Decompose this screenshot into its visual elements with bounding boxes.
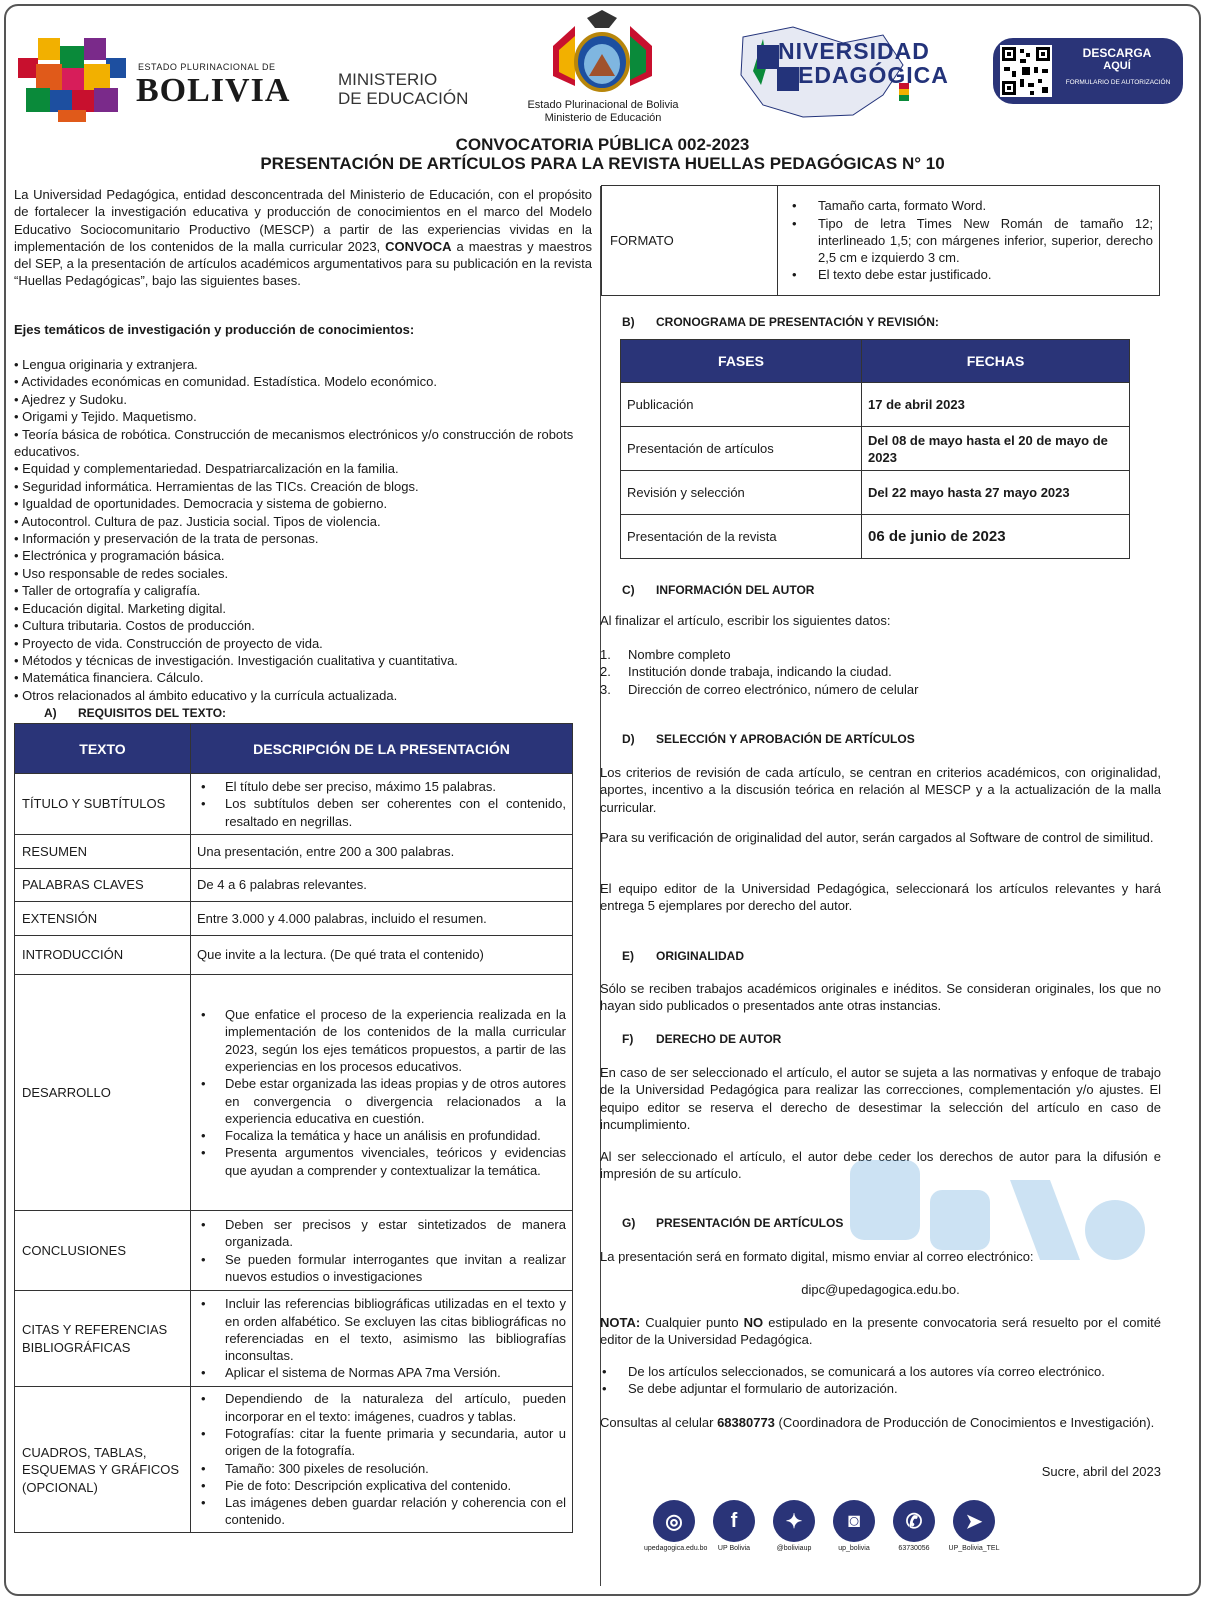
list-item: • De los artículos seleccionados, se comunicará a los autores vía correo electrónico. (600, 1363, 1105, 1380)
fase-cell: Presentación de artículos (621, 427, 862, 471)
fase-cell: Presentación de la revista (621, 515, 862, 559)
row-value: Entre 3.000 y 4.000 palabras, incluido el resumen. (191, 902, 573, 936)
section-title: REQUISITOS DEL TEXTO: (78, 706, 227, 720)
list-item: • Equidad y complementariedad. Despatriarcalización en la familia. (14, 460, 592, 477)
table-row (15, 1211, 573, 1291)
intro-paragraph (14, 186, 592, 290)
list-item: • Que enfatice el proceso de la experiencia realizada en la implementación de los contenidos de la malla curricular 2023, según los ejes temáticos propuestos, a partir de las experiencias en los procesos educativos. (197, 1006, 566, 1075)
list-item: • Matemática financiera. Cálculo. (14, 669, 592, 686)
section-letter: E) (622, 949, 634, 963)
aqui-label: AQUÍ (1103, 60, 1131, 72)
list-item: • Debe estar organizada las ideas propias y de otros autores en convergencia o divergencia relacionados a la experiencia educativa en cuestión. (197, 1075, 566, 1127)
list-item: • Se debe adjuntar el formulario de autorización. (600, 1380, 1105, 1397)
social-facebook[interactable] (713, 1500, 764, 1552)
derecho-paragraph-1: En caso de ser seleccionado el artículo, el autor se sujeta a las normativas y enfoque de trabajo de la Universidad Pedagógica para realizar las correcciones, complementación y/o ajustes. El equipo editor se reserva el derecho de desestimar la selección del artículo en caso de incumplimiento. (600, 1065, 1161, 1132)
seleccion-paragraph-1: Los criterios de revisión de cada artículo, se centran en criterios académicos, con originalidad, aportes, incentivo a la discusión teórica en relación al MESCP y a la actualización de la malla curricular. (600, 765, 1161, 815)
row-key: EXTENSIÓN (15, 902, 191, 936)
section-letter: D) (622, 732, 635, 746)
row-value: Una presentación, entre 200 a 300 palabras. (191, 835, 573, 869)
list-item: • Los subtítulos deben ser coherentes con el contenido, resaltado en negrillas. (197, 795, 566, 830)
ministerio-line-1: MINISTERIO (338, 70, 438, 89)
autor-list (600, 646, 918, 698)
social-telegram[interactable] (948, 1500, 1004, 1552)
section-e-heading (622, 949, 744, 963)
consultas-paragraph (600, 1414, 1161, 1431)
list-item: • El título debe ser preciso, máximo 15 palabras. (197, 778, 566, 795)
list-item: • Actividades económicas en comunidad. Estadística. Modelo económico. (14, 373, 592, 390)
row-key: DESARROLLO (15, 975, 191, 1211)
list-item: • Igualdad de oportunidades. Democracia y sistema de gobierno. (14, 495, 592, 512)
row-key: CITAS Y REFERENCIAS BIBLIOGRÁFICAS (15, 1291, 191, 1387)
section-title: PRESENTACIÓN DE ARTÍCULOS (656, 1216, 844, 1230)
ministerio-line-2: DE EDUCACIÓN (338, 89, 469, 108)
list-item: • Taller de ortografía y caligrafía. (14, 582, 592, 599)
derecho-paragraph-2: Al ser seleccionado el artículo, el autor debe ceder los derechos de autor para la difusión e impresión de su artículo. (600, 1149, 1161, 1182)
table-row (15, 774, 573, 835)
cronograma-table (620, 339, 1130, 559)
presentacion-paragraph: La presentación será en formato digital, mismo enviar al correo electrónico: (600, 1249, 1034, 1264)
item-text: Institución donde trabaja, indicando la ciudad. (628, 664, 892, 680)
table-row (15, 835, 573, 869)
table-row (621, 471, 1130, 515)
web-icon[interactable]: ◎ (653, 1500, 695, 1542)
section-title: SELECCIÓN Y APROBACIÓN DE ARTÍCULOS (656, 732, 915, 746)
page-title: CONVOCATORIA PÚBLICA 002-2023 (455, 135, 750, 154)
table-row (621, 515, 1130, 559)
watermark-graphic-icon (850, 1140, 1150, 1300)
list-item: • Ajedrez y Sudoku. (14, 391, 592, 408)
fase-cell: Publicación (621, 383, 862, 427)
list-item: • Las imágenes deben guardar relación y coherencia con el contenido. (197, 1494, 566, 1529)
row-value: Que invite a la lectura. (De qué trata el contenido) (191, 936, 573, 975)
phone-number: 68380773 (717, 1415, 775, 1430)
descarga-label: DESCARGA (1082, 46, 1152, 60)
item-number: 2. (600, 664, 611, 680)
telegram-icon[interactable]: ➤ (953, 1500, 995, 1542)
item-number: 3. (600, 681, 611, 697)
facebook-icon[interactable]: f (713, 1500, 755, 1542)
table-row (621, 427, 1130, 471)
formulario-label: FORMULARIO DE AUTORIZACIÓN (1065, 79, 1171, 86)
seleccion-paragraph-2: Para su verificación de originalidad del autor, serán cargados al Software de control de similitud. (600, 830, 1154, 845)
escudo-caption-2: Ministerio de Educación (544, 112, 662, 124)
table-header: TEXTO (15, 724, 191, 774)
list-item: • Incluir las referencias bibliográficas utilizadas en el texto y en orden alfabético. Se excluyen las citas bibliográficas no referenciadas en el texto, asimismo las bibliografías inconsultas. (197, 1295, 566, 1364)
consultas-text-1: Consultas al celular (600, 1415, 718, 1430)
social-twitter[interactable] (773, 1500, 824, 1552)
section-title: CRONOGRAMA DE PRESENTACIÓN Y REVISIÓN: (656, 315, 939, 329)
section-letter: F) (622, 1032, 634, 1046)
table-row (15, 869, 573, 902)
section-f-heading (622, 1032, 781, 1046)
list-item (600, 646, 918, 663)
table-row (15, 902, 573, 936)
list-item: • Pie de foto: Descripción explicativa del contenido. (197, 1477, 566, 1494)
table-header: FECHAS (862, 340, 1130, 383)
nota-list (600, 1363, 1105, 1398)
ejes-list (14, 356, 592, 704)
social-label: UP_Bolivia_TEL (948, 1545, 1000, 1552)
section-letter: C) (622, 583, 635, 597)
row-key: RESUMEN (15, 835, 191, 869)
section-letter: G) (622, 1216, 636, 1230)
fase-cell: Revisión y selección (621, 471, 862, 515)
table-row (15, 936, 573, 975)
row-key: TÍTULO Y SUBTÍTULOS (15, 774, 191, 835)
nota-label: NOTA: (600, 1315, 641, 1330)
fecha-cell: Del 22 mayo hasta 27 mayo 2023 (862, 471, 1130, 515)
list-item: • Seguridad informática. Herramientas de las TICs. Creación de blogs. (14, 478, 592, 495)
list-item: • Proyecto de vida. Construcción de proyecto de vida. (14, 635, 592, 652)
social-whatsapp[interactable] (893, 1500, 944, 1552)
estado-plurinacional-small: ESTADO PLURINACIONAL DE (138, 62, 276, 72)
list-item: • Otros relacionados al ámbito educativo y la currícula actualizada. (14, 687, 592, 704)
nota-text-1: Cualquier punto (640, 1315, 744, 1330)
fecha-cell: 17 de abril 2023 (862, 383, 1130, 427)
header (0, 0, 1205, 135)
table-row (621, 383, 1130, 427)
convoca-word: CONVOCA (385, 238, 452, 254)
item-text: Nombre completo (628, 647, 731, 662)
section-title: DERECHO DE AUTOR (656, 1032, 782, 1046)
list-item: • Métodos y técnicas de investigación. Investigación cualitativa y cuantitativa. (14, 652, 592, 669)
place-date: Sucre, abril del 2023 (1041, 1464, 1161, 1479)
social-label: up_bolivia (838, 1545, 870, 1552)
social-label: 63730056 (898, 1545, 930, 1552)
pedagogica-wordmark: EDAGÓGICA (798, 62, 949, 88)
section-title: INFORMACIÓN DEL AUTOR (656, 583, 815, 597)
social-web[interactable] (644, 1500, 708, 1552)
twitter-icon[interactable]: ✦ (773, 1500, 815, 1542)
list-item: • Lengua originaria y extranjera. (14, 356, 592, 373)
list-item: • Tamaño carta, formato Word. (784, 197, 1153, 214)
list-item: • Presenta argumentos vivenciales, teóricos y evidencias que ayudan a comprender y contextualizar la temática. (197, 1144, 566, 1179)
list-item: • Fotografías: citar la fuente primaria y secundaria, autor u origen de la fotografía. (197, 1425, 566, 1460)
section-letter: B) (622, 315, 635, 329)
formato-table (601, 185, 1160, 296)
section-d-heading (622, 732, 915, 746)
table-header: DESCRIPCIÓN DE LA PRESENTACIÓN (191, 724, 573, 774)
nota-text-2: estipulado en la presente convocatoria será resuelto por el comité editor de la Universidad Pedagógica. (600, 1315, 1162, 1348)
bolivia-logo-icon (18, 38, 126, 122)
intro-part-1: La Universidad Pedagógica, entidad desconcentrada del Ministerio de Educación, con el propósito de fortalecer la investigación educativa y producción de conocimientos en el marco del Modelo Educativo Sociocomunitario Productivo (MESCP) a partir de las experiencias vividas en la implementación de los contenidos de la malla curricular 2023, (14, 187, 592, 254)
row-key: PALABRAS CLAVES (15, 869, 191, 902)
qr-code-icon[interactable] (1000, 45, 1052, 97)
list-item: • Dependiendo de la naturaleza del artículo, pueden incorporar en el texto: imágenes, cuadros y tablas. (197, 1390, 566, 1425)
list-item: • Educación digital. Marketing digital. (14, 600, 592, 617)
social-instagram[interactable] (833, 1500, 884, 1552)
list-item: • Focaliza la temática y hace un análisis en profundidad. (197, 1127, 566, 1144)
row-key: CUADROS, TABLAS, ESQUEMAS Y GRÁFICOS (OPCIONAL) (15, 1387, 191, 1533)
section-g-heading (622, 1216, 843, 1230)
nota-no: NO (743, 1315, 764, 1330)
list-item: • Tamaño: 300 pixeles de resolución. (197, 1460, 566, 1477)
section-c-heading (622, 583, 814, 597)
seleccion-paragraph-3: El equipo editor de la Universidad Pedagógica, seleccionará los artículos relevantes y hará entrega 5 ejemplares por derecho del autor. (600, 881, 1161, 914)
social-label: UP Bolivia (717, 1545, 751, 1552)
whatsapp-icon[interactable]: ✆ (893, 1500, 935, 1542)
originalidad-paragraph: Sólo se reciben trabajos académicos originales e inéditos. Se consideran originales, los que no hayan sido publicados o presentados ante otras instancias. (600, 981, 1161, 1014)
row-key: FORMATO (602, 186, 778, 296)
list-item: • Se pueden formular interrogantes que invitan a realizar nuevos estudios o investigaciones (197, 1251, 566, 1286)
list-item: • Cultura tributaria. Costos de producción. (14, 617, 592, 634)
list-item: • Tipo de letra Times New Román de tamaño 12; interlineado 1,5; con márgenes inferior, superior, derecho 2,5 cm e izquierdo 3 cm. (784, 215, 1153, 267)
item-number: 1. (600, 647, 611, 662)
nota-paragraph (600, 1314, 1161, 1349)
requisitos-table (14, 723, 573, 1533)
universidad-wordmark: NIVERSIDAD (778, 38, 930, 64)
section-a-heading (44, 706, 226, 720)
list-item: • Aplicar el sistema de Normas APA 7ma Versión. (197, 1364, 566, 1381)
table-row (15, 1387, 573, 1533)
list-item (600, 681, 918, 698)
section-b-heading (622, 315, 939, 329)
section-title: ORIGINALIDAD (656, 949, 744, 963)
list-item: • El texto debe estar justificado. (784, 266, 1153, 283)
table-row (602, 186, 1160, 296)
intro-part-2: a maestras y maestros del SEP, a la presentación de artículos académicos argumentativos para su publicación en la revista “Huellas Pedagógicas”, bajo las siguientes bases. (14, 238, 592, 289)
table-header: FASES (621, 340, 862, 383)
table-row (15, 975, 573, 1211)
social-label: @boliviaup (776, 1545, 812, 1552)
item-text: Dirección de correo electrónico, número de celular (628, 681, 919, 697)
list-item (600, 663, 918, 680)
row-key: CONCLUSIONES (15, 1211, 191, 1291)
consultas-text-2: (Coordinadora de Producción de Conocimientos e Investigación). (774, 1415, 1155, 1430)
coat-of-arms-icon (545, 6, 660, 98)
section-letter: A) (44, 706, 57, 720)
escudo-caption-1: Estado Plurinacional de Bolivia (527, 99, 679, 111)
fecha-cell: 06 de junio de 2023 (862, 515, 1130, 559)
list-item: • Información y preservación de la trata de personas. (14, 530, 592, 547)
contact-email[interactable]: dipc@upedagogica.edu.bo. (801, 1282, 960, 1297)
bolivia-wordmark: BOLIVIA (136, 72, 291, 109)
list-item: • Deben ser precisos y estar sintetizados de manera organizada. (197, 1216, 566, 1251)
instagram-icon[interactable]: ◙ (833, 1500, 875, 1542)
list-item: • Uso responsable de redes sociales. (14, 565, 592, 582)
list-item: • Autocontrol. Cultura de paz. Justicia social. Tipos de violencia. (14, 513, 592, 530)
autor-intro: Al finalizar el artículo, escribir los siguientes datos: (600, 613, 891, 628)
list-item: • Electrónica y programación básica. (14, 547, 592, 564)
fecha-cell: Del 08 de mayo hasta el 20 de mayo de 2023 (862, 427, 1130, 471)
page-subtitle: PRESENTACIÓN DE ARTÍCULOS PARA LA REVISTA HUELLAS PEDAGÓGICAS N° 10 (260, 154, 945, 173)
row-value: De 4 a 6 palabras relevantes. (191, 869, 573, 902)
row-key: INTRODUCCIÓN (15, 936, 191, 975)
table-row (15, 1291, 573, 1387)
social-label: upedagogica.edu.bo (644, 1545, 708, 1552)
list-item: • Origami y Tejido. Maquetismo. (14, 408, 592, 425)
list-item: • Teoría básica de robótica. Construcción de mecanismos electrónicos y/o construcción de robots educativos. (14, 426, 592, 461)
ejes-title: Ejes temáticos de investigación y producción de conocimientos: (14, 322, 415, 337)
